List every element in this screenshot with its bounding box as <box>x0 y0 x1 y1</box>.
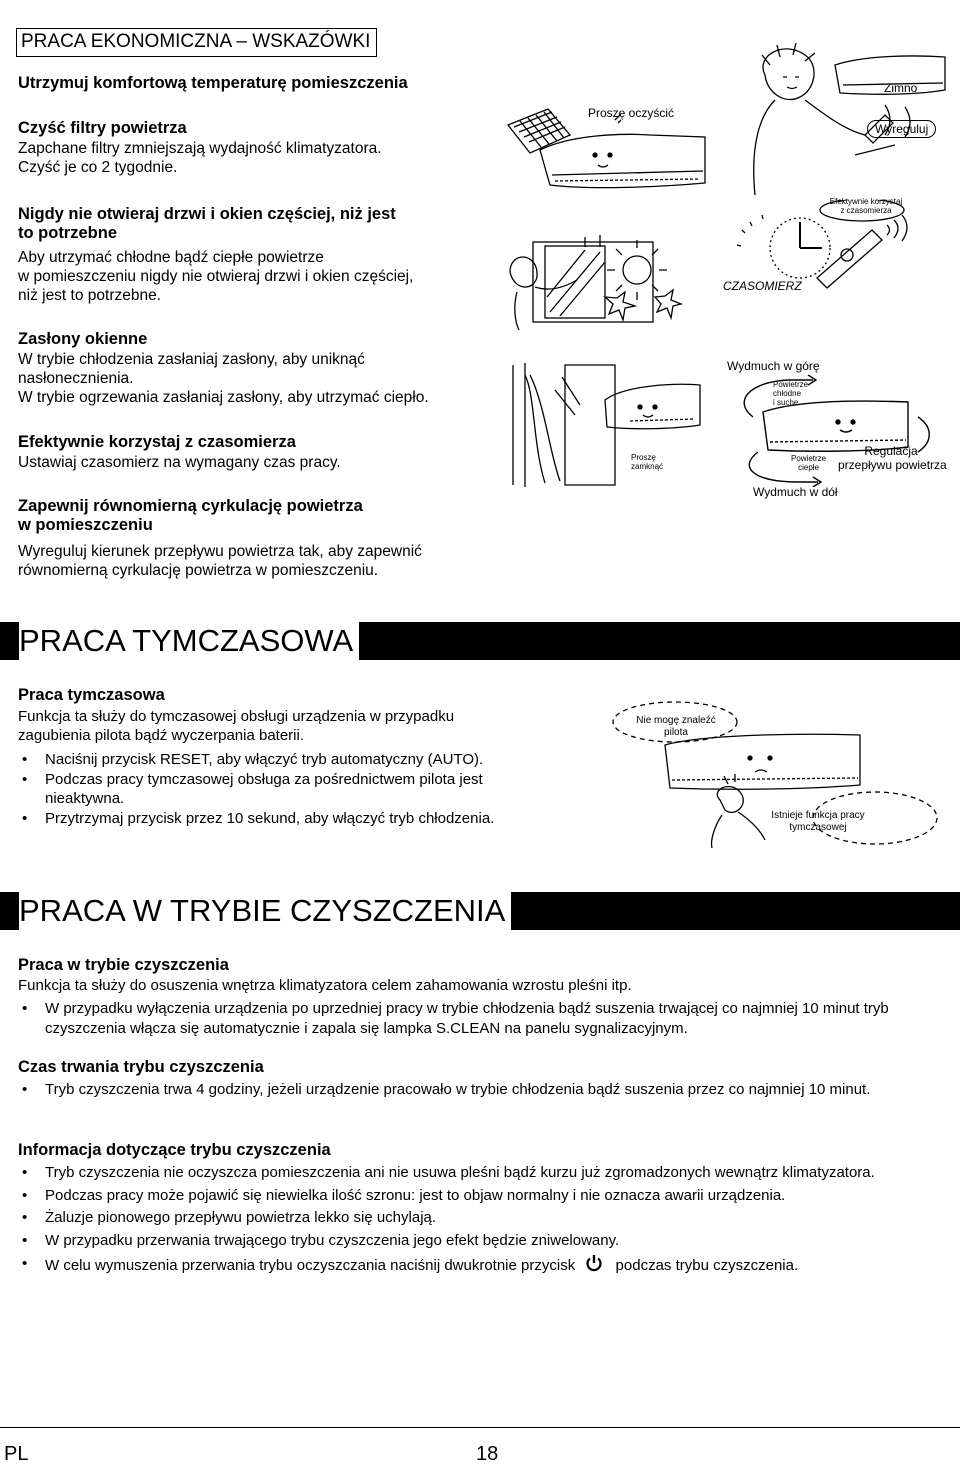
regulation-caption-line: przepływu powietrza <box>838 458 947 472</box>
warm-air-line: Powietrze <box>791 454 827 463</box>
filters-text-line: Zapchane filtry zmniejszają wydajność klimatyzatora. <box>18 140 382 157</box>
clean-bullets-2 <box>18 1080 928 1100</box>
curtains-illustration <box>505 355 705 490</box>
clean-bullet-text: podczas trybu czyszczenia. <box>615 1257 799 1274</box>
power-icon <box>585 1254 603 1272</box>
timer-bubble-line: z czasomierza <box>840 206 892 215</box>
open-window-illustration <box>505 232 705 332</box>
page-number: 18 <box>476 1443 499 1465</box>
curtains-heading: Zasłony okienne <box>18 330 148 348</box>
timer-caption: CZASOMIERZ <box>723 279 802 293</box>
curtains-text-line: W trybie ogrzewania zasłaniaj zasłony, aby utrzymać ciepło. <box>18 389 429 406</box>
timer-illustration <box>722 200 947 310</box>
eco-section-title: PRACA EKONOMICZNA – WSKAZÓWKI <box>16 28 377 57</box>
filters-text <box>18 139 488 177</box>
cool-dry-line: chłodne <box>773 389 802 398</box>
cool-dry-line: Powietrze <box>773 380 809 389</box>
doors-text-line: Aby utrzymać chłodne bądź ciepłe powietrze <box>18 249 324 266</box>
circulation-text-line: Wyreguluj kierunek przepływu powietrza tak, aby zapewnić <box>18 543 422 560</box>
doors-text-line: w pomieszczeniu nigdy nie otwieraj drzwi i okien częściej, <box>18 268 414 285</box>
down-caption: Wydmuch w dół <box>753 485 838 499</box>
clean-bullets-3 <box>18 1163 918 1276</box>
regulation-caption <box>838 444 947 472</box>
temp-bullet: • Przytrzymaj przycisk przez 10 sekund, aby włączyć tryb chłodzenia. <box>18 809 538 829</box>
doors-heading <box>18 205 396 243</box>
temp-bubble-line: tymczasowej <box>789 822 847 833</box>
doors-heading-line: to potrzebne <box>18 224 117 242</box>
doors-heading-line: Nigdy nie otwieraj drzwi i okien częściej, niż jest <box>18 205 396 223</box>
warm-air-label <box>791 454 826 472</box>
clean-heading-2: Czas trwania trybu czyszczenia <box>18 1058 264 1076</box>
clean-bullet: • Podczas pracy może pojawić się niewielka ilość szronu: jest to objaw normalny i nie oznacza awarii urządzenia. <box>18 1186 918 1206</box>
filters-heading: Czyść filtry powietrza <box>18 119 187 137</box>
remote-bubble <box>624 715 728 739</box>
footer-lang: PL <box>4 1443 29 1465</box>
filters-text-line: Czyść je co 2 tygodnie. <box>18 159 178 176</box>
circulation-heading <box>18 497 363 535</box>
cold-person-illustration <box>735 35 950 200</box>
timer-bubble-line: Efektywnie korzystaj <box>829 197 903 206</box>
clean-heading-3: Informacja dotyczące trybu czyszczenia <box>18 1141 331 1159</box>
warm-air-line: ciepłe <box>798 463 820 472</box>
temp-intro <box>18 707 578 745</box>
temp-intro-line: Funkcja ta służy do tymczasowej obsługi urządzenia w przypadku <box>18 708 455 725</box>
clean-bullet: • Tryb czyszczenia nie oczyszcza pomieszczenia ani nie usuwa pleśni bądź kurzu już zgromadzonych wewnątrz klimatyzatora. <box>18 1163 918 1183</box>
cool-dry-line: i suche <box>773 398 799 407</box>
temp-bullets <box>18 750 538 828</box>
close-caption <box>631 453 663 471</box>
timer-bubble <box>826 197 906 215</box>
temp-heading: Praca tymczasowa <box>18 686 165 704</box>
curtains-text-line: W trybie chłodzenia zasłaniaj zasłony, aby uniknąć <box>18 351 365 368</box>
temp-intro-line: zagubienia pilota bądź wyczerpania baterii. <box>18 727 305 744</box>
temp-bubble-line: Istnieje funkcja pracy <box>771 810 865 821</box>
clean-bullet: • W przypadku wyłączenia urządzenia po uprzedniej pracy w trybie chłodzenia bądź suszenia trwającej co najmniej 10 minut tryb czyszczenia włącza się automatycznie i zapala się lampka S.CLEAN na panelu sygnalizacyjnym. <box>18 999 918 1038</box>
temp-bullet: • Podczas pracy tymczasowej obsługa za pośrednictwem pilota jest nieaktywna. <box>18 770 538 809</box>
curtains-text-line: nasłonecznienia. <box>18 370 134 387</box>
clean-bullet: • W przypadku przerwania trwającego trybu czyszczenia jego efekt będzie zniwelowany. <box>18 1231 918 1251</box>
clean-bullet-text: W celu wymuszenia przerwania trybu oczyszczania naciśnij dwukrotnie przycisk <box>45 1257 576 1274</box>
doors-text <box>18 248 488 305</box>
temp-band-title: PRACA TYMCZASOWA <box>19 622 359 660</box>
close-caption-line: Proszę <box>631 453 656 462</box>
curtains-text <box>18 350 488 407</box>
clean-bullet: • Żaluzje pionowego przepływu powietrza lekko się uchylają. <box>18 1208 918 1228</box>
clean-bullets-1 <box>18 999 918 1038</box>
cool-dry-label <box>773 380 808 407</box>
close-caption-line: zamknąć <box>631 462 664 471</box>
regulation-caption-line: Regulacja <box>864 444 918 458</box>
adjust-caption: Wyreguluj <box>867 120 936 138</box>
clean-heading-1: Praca w trybie czyszczenia <box>18 956 229 974</box>
clean-intro: Funkcja ta służy do osuszenia wnętrza klimatyzatora celem zahamowania wzrostu pleśni itp. <box>18 977 632 994</box>
circulation-text <box>18 542 488 580</box>
timer-text: Ustawiaj czasomierz na wymagany czas pracy. <box>18 454 341 471</box>
clean-bullet: • Tryb czyszczenia trwa 4 godziny, jeżeli urządzenie pracowało w trybie chłodzenia bądź suszenia przez co najmniej 10 minut. <box>18 1080 928 1100</box>
temp-bubble <box>756 810 880 834</box>
footer-rule <box>0 1427 960 1428</box>
circulation-heading-line: Zapewnij równomierną cyrkulację powietrza <box>18 497 363 515</box>
clean-bullet-power <box>18 1254 918 1276</box>
temp-bullet: • Naciśnij przycisk RESET, aby włączyć tryb automatyczny (AUTO). <box>18 750 538 770</box>
clean-caption: Proszę oczyścić <box>588 106 675 120</box>
timer-heading: Efektywnie korzystaj z czasomierza <box>18 433 296 451</box>
circulation-text-line: równomierną cyrkulację powietrza w pomieszczeniu. <box>18 562 379 579</box>
eco-subtitle: Utrzymuj komfortową temperaturę pomieszczenia <box>18 74 408 92</box>
circulation-heading-line: w pomieszczeniu <box>18 516 153 534</box>
remote-bubble-line: Nie mogę znaleźć <box>636 715 716 726</box>
up-caption: Wydmuch w górę <box>727 359 820 373</box>
cold-caption: Zimno <box>884 81 918 95</box>
doors-text-line: niż jest to potrzebne. <box>18 287 162 304</box>
clean-band-title: PRACA W TRYBIE CZYSZCZENIA <box>19 892 511 930</box>
remote-bubble-line: pilota <box>664 727 688 738</box>
